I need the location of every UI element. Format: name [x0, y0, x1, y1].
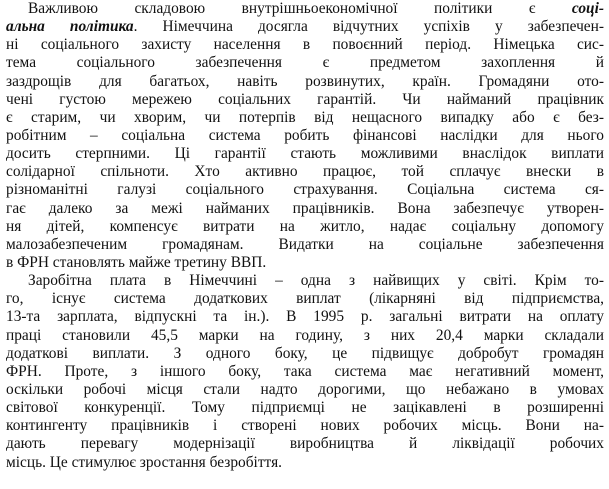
text-line — [6, 181, 604, 199]
text-line — [6, 91, 604, 109]
text-line — [6, 399, 604, 417]
text-run: досить стерпними. Ці гарантії стають можливими внаслідок виплати — [6, 145, 604, 163]
text-line — [6, 73, 604, 91]
text-run: 13-та зарплата, відпускні та ін.). В 1995 р. загальні витрати на оплату — [6, 308, 604, 326]
text-line — [6, 236, 604, 254]
text-run: . Німеччина досягла відчутних успіхів у забезпечен- — [133, 18, 604, 36]
text-line — [6, 435, 604, 453]
text-run: праці становили 45,5 марки на годину, з них 20,4 марки складали — [6, 326, 604, 344]
text-run: чені густою мережею соціальних гарантій. Чи найманий працівник — [6, 90, 604, 108]
text-line — [6, 290, 604, 308]
text-run: тема соціального забезпечення є предметом захоплення й — [6, 54, 604, 72]
text-run: ФРН. Проте, з іншого боку, така система має негативний момент, — [6, 362, 604, 380]
text-line — [6, 145, 604, 163]
text-line — [6, 327, 604, 345]
text-run: світової конкуренції. Тому підприємці не зацікавлені в розширенні — [6, 399, 604, 417]
text-line — [6, 381, 604, 399]
text-run: в ФРН становлять майже третину ВВП. — [6, 253, 267, 271]
text-run: заздрощів для багатьох, навіть розвинутих, країн. Громадяни ото- — [6, 72, 604, 90]
text-line — [6, 0, 604, 18]
paragraph — [6, 272, 604, 472]
text-line — [6, 363, 604, 381]
text-run: гає далеко за межі найманих працівників. Вона забезпечує утворен- — [6, 199, 604, 217]
emphasized-term: соці- — [571, 0, 604, 17]
text-run: дають перевагу модернізації виробництва й ліквідації робочих — [6, 435, 604, 453]
emphasized-term: альна політика — [6, 18, 134, 36]
text-line — [6, 254, 604, 272]
text-line — [6, 18, 604, 36]
text-run: різноманітні галузі соціального страхування. Соціальна система ся- — [6, 181, 604, 199]
text-run: Важливою складовою внутрішньоекономічної політики є — [28, 0, 572, 17]
text-line — [6, 272, 604, 290]
text-line — [6, 54, 604, 72]
text-line — [6, 345, 604, 363]
text-line — [6, 200, 604, 218]
text-run: місць. Це стимулює зростання безробіття. — [6, 453, 283, 471]
paragraph — [6, 0, 604, 272]
text-line — [6, 163, 604, 181]
text-line — [6, 36, 604, 54]
text-line — [6, 218, 604, 236]
text-run: малозабезпеченим громадянам. Видатки на соціальне забезпечення — [6, 235, 604, 253]
text-run: контингенту працівників і створені нових робочих місць. Вони на- — [6, 417, 604, 435]
text-run: ні соціального захисту населення в повоєнний період. Німецька сис- — [6, 36, 604, 54]
text-line — [6, 308, 604, 326]
text-run: робітним – соціальна система робить фінансові наслідки для нього — [6, 126, 604, 144]
document-page — [6, 0, 604, 472]
text-run: ня дітей, компенсує витрати на житло, надає соціальну допомогу — [6, 217, 604, 235]
text-line — [6, 417, 604, 435]
text-line — [6, 109, 604, 127]
text-run: оскільки робочі місця стали надто дорогими, що небажано в умовах — [6, 380, 604, 398]
text-run: є старим, чи хворим, чи потерпів від нещасного випадку або є без- — [6, 108, 604, 126]
text-run: го, існує система додаткових виплат (лікарняні від підприємства, — [6, 290, 604, 308]
text-run: додаткові виплати. З одного боку, це підвищує добробут громадян — [6, 344, 604, 362]
text-line — [6, 454, 604, 472]
text-line — [6, 127, 604, 145]
text-run: солідарної спільноти. Хто активно працює, той сплачує внески в — [6, 163, 604, 181]
text-run: Заробітна плата в Німеччині – одна з найвищих у світі. Крім то- — [28, 272, 604, 290]
